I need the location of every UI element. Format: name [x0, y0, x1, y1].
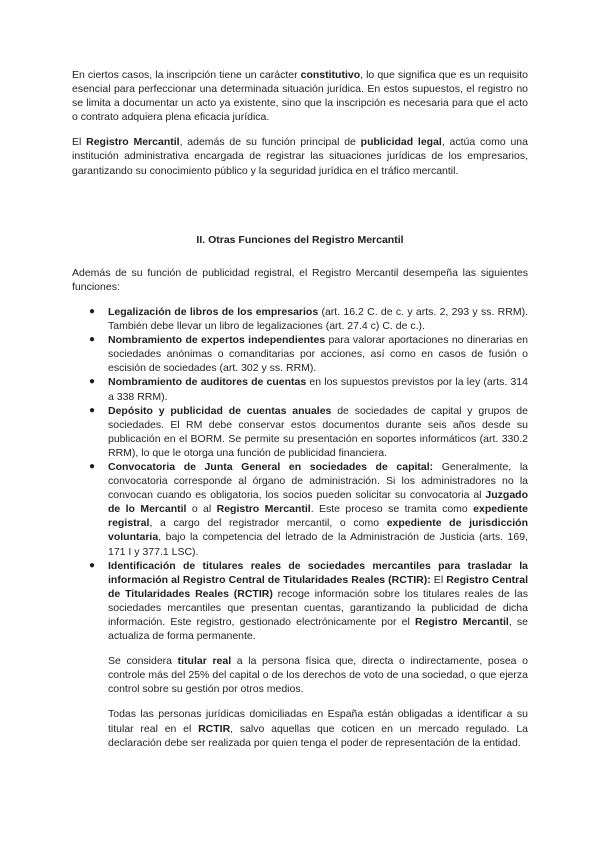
term-titular-real: titular real — [177, 655, 232, 668]
list-item: ● Identificación de titulares reales de sociedades mercantiles para trasladar la información al Registro Central de Titularidades Reales (RCTIR): El Registro Central de Titularidades Reales (RCTIR) recoge información sobre los titulares reales de las sociedades mercantiles que presentan cuentas, garantizando la publicidad de dicha información. Este registro, gestionado electrónicamente por el Registro Mercantil, se actualiza de forma permanente. — [89, 559, 529, 643]
document-body — [72, 68, 528, 750]
bullet-icon: ● — [89, 559, 96, 571]
paragraph-rctir-obligation: Todas las personas jurídicas domiciliadas en España están obligadas a identificar a su titular real en el RCTIR, salvo aquellas que coticen en un mercado regulado. La declaración debe ser realizada por quien tenga el poder de representación de la entidad. — [108, 708, 528, 749]
paragraph-registro-mercantil: El Registro Mercantil, además de su función principal de publicidad legal, actúa como una institución administrativa encargada de registrar las situaciones jurídicas de los empresarios, garantizando su conocimiento público y la seguridad jurídica en el tráfico mercantil. — [72, 136, 528, 177]
section-heading: II. Otras Funciones del Registro Mercantil — [196, 233, 404, 246]
intro-paragraph: Además de su función de publicidad registral, el Registro Mercantil desempeña las siguientes funciones: — [72, 266, 528, 293]
term-constitutivo: constitutivo — [300, 69, 361, 81]
functions-list — [72, 305, 528, 643]
list-item: ● Legalización de libros de los empresarios (art. 16.2 C. de c. y arts. 2, 293 y ss. RRM). También debe llevar un libro de legalizaciones (art. 27.4 c) C. de c.). — [89, 305, 528, 333]
paragraph-constitutive: En ciertos casos, la inscripción tiene un carácter constitutivo, lo que significa que es un requisito esencial para perfeccionar una determinada situación jurídica. En estos supuestos, el registro no se limita a documentar un acto ya existente, sino que la inscripción es necesaria para que el acto o contrato adquiera plena eficacia jurídica. — [72, 69, 528, 124]
term-registro-mercantil: Registro Mercantil — [86, 136, 180, 149]
list-item: ● Nombramiento de expertos independientes para valorar aportaciones no dinerarias en sociedades anónimas o comanditarias por acciones, así como en casos de fusión o escisión de sociedades (art. 302 y ss. RRM). — [89, 334, 528, 375]
list-item: ● Depósito y publicidad de cuentas anuales de sociedades de capital y grupos de sociedades. El RM debe conservar estos documentos durante seis años desde su publicación en el BORM. Se permite su presentación en soportes informáticos (art. 330.2 RRM), lo que le otorga una función de publicidad financiera. — [89, 404, 528, 459]
list-item: ● Convocatoria de Junta General en sociedades de capital: Generalmente, la convocatoria corresponde al órgano de administración. Si los administradores no la convocan cuando es obligatoria, los socios pueden solicitar su convocatoria al Juzgado de lo Mercantil o al Registro Mercantil. Este proceso se tramita como expediente registral, a cargo del registrador mercantil, o como expediente de jurisdicción voluntaria, bajo la competencia del letrado de la Administración de Justicia (arts. 169, 171 I y 377.1 LSC). — [89, 460, 529, 558]
bullet-icon: ● — [89, 334, 96, 346]
bullet-icon: ● — [89, 305, 96, 317]
term-rctir: RCTIR — [198, 722, 231, 735]
list-item: ● Nombramiento de auditores de cuentas en los supuestos previstos por la ley (arts. 314 a 338 RRM). — [89, 376, 528, 403]
bullet-icon: ● — [89, 376, 96, 388]
paragraph-titular-real: Se considera titular real a la persona física que, directa o indirectamente, posea o controle más del 25% del capital o de los derechos de voto de una sociedad, o que ejerza control sobre su gestión por otros medios. — [108, 655, 528, 696]
term-publicidad-legal: publicidad legal — [360, 136, 442, 149]
bullet-icon: ● — [89, 460, 96, 472]
bullet-icon: ● — [89, 404, 96, 416]
